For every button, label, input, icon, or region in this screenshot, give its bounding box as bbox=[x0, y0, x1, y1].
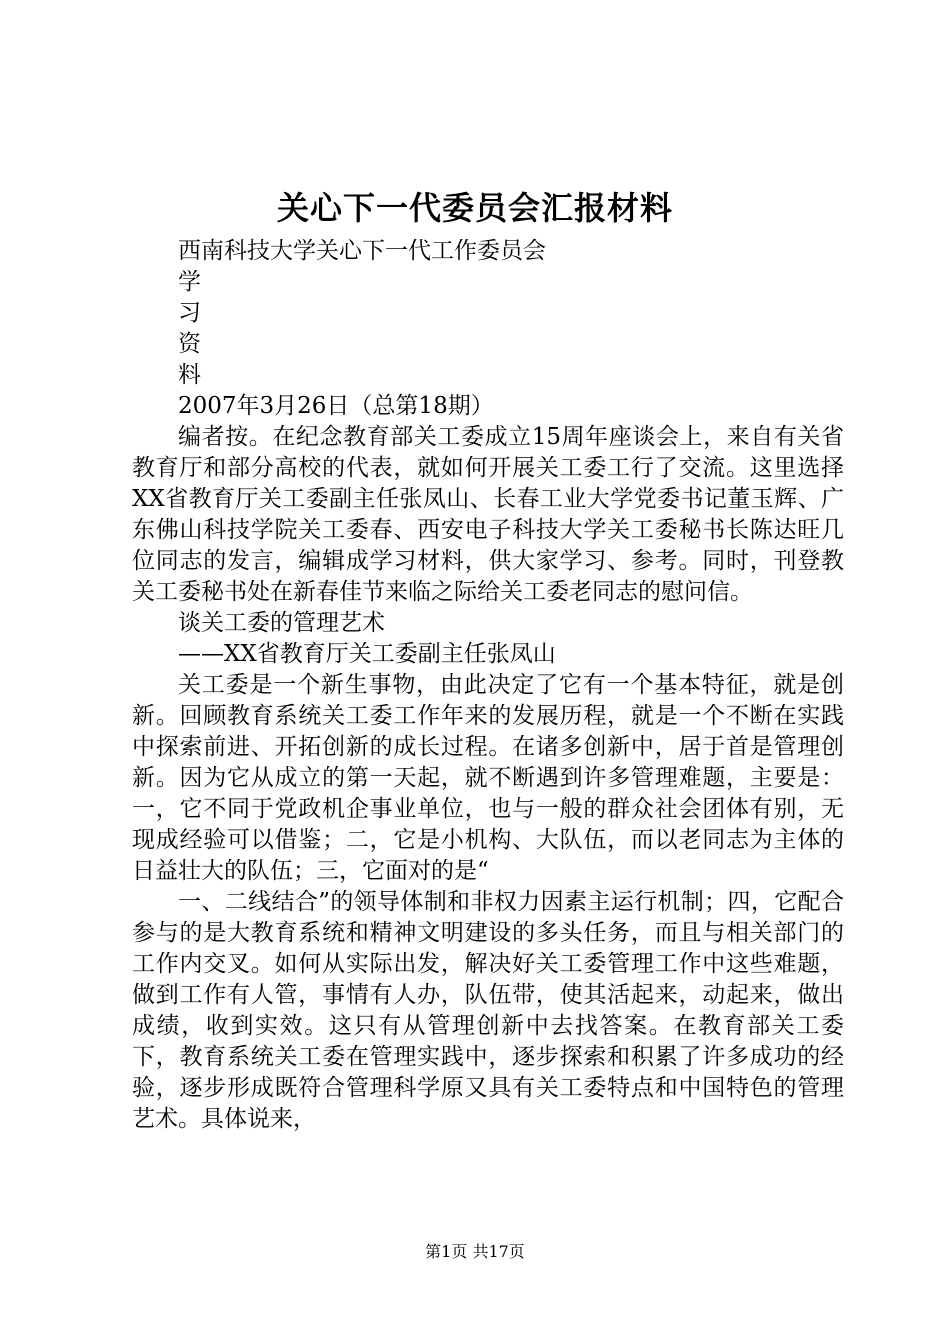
page-footer: 第1页 共17页 bbox=[425, 1242, 525, 1261]
document-title: 关心下一代委员会汇报材料 bbox=[276, 189, 673, 227]
document-body bbox=[132, 236, 844, 1135]
vertical-char-line: 资 bbox=[178, 331, 201, 357]
editor-note-paragraph: 编者按。在纪念教育部关工委成立15周年座谈会上，来自有关省教育厅和部分高校的代表，就如何开展关工委工行了交流。这里选择XX省教育厅关工委副主任张凤山、长春工业大学党委书记董玉辉、广东佛山科技学院关工委春、西安电子科技大学关工委秘书长陈达旺几位同志的发言，编辑成学习材料，供大家学习、参考。同时，刊登教关工委秘书处在新春佳节来临之际给关工委老同志的慰问信。 bbox=[132, 424, 844, 605]
issue-date-line: 2007年3月26日（总第18期） bbox=[178, 393, 494, 419]
section-author: ——XX省教育厅关工委副主任张凤山 bbox=[178, 641, 556, 667]
vertical-char-line: 习 bbox=[178, 300, 201, 326]
vertical-char-line: 料 bbox=[178, 362, 201, 388]
body-paragraph: 关工委是一个新生事物，由此决定了它有一个基本特征，就是创新。回顾教育系统关工委工作年来的发展历程，就是一个不断在实践中探索前进、开拓创新的成长过程。在诸多创新中，居于首是管理创新。因为它从成立的第一天起，就不断遇到许多管理难题，主要是：一，它不同于党政机企事业单位，也与一般的群众社会团体有别，无现成经验可以借鉴；二，它是小机构、大队伍，而以老同志为主体的日益壮大的队伍；三，它面对的是“ bbox=[132, 672, 844, 884]
section-heading: 谈关工委的管理艺术 bbox=[178, 610, 385, 636]
vertical-char-line: 学 bbox=[178, 269, 201, 295]
body-paragraph: 一、二线结合”的领导体制和非权力因素主运行机制；四，它配合参与的是大教育系统和精神文明建设的多头任务，而且与相关部门的工作内交叉。如何从实际出发，解决好关工委管理工作中这些难题，做到工作有人管，事情有人办，队伍带，使其活起来，动起来，做出成绩，收到实效。这只有从管理创新中去找答案。在教育部关工委下，教育系统关工委在管理实践中，逐步探索和积累了许多成功的经验，逐步形成既符合管理科学原又具有关工委特点和中国特色的管理艺术。具体说来， bbox=[132, 889, 844, 1132]
org-name-line: 西南科技大学关心下一代工作委员会 bbox=[178, 238, 546, 264]
